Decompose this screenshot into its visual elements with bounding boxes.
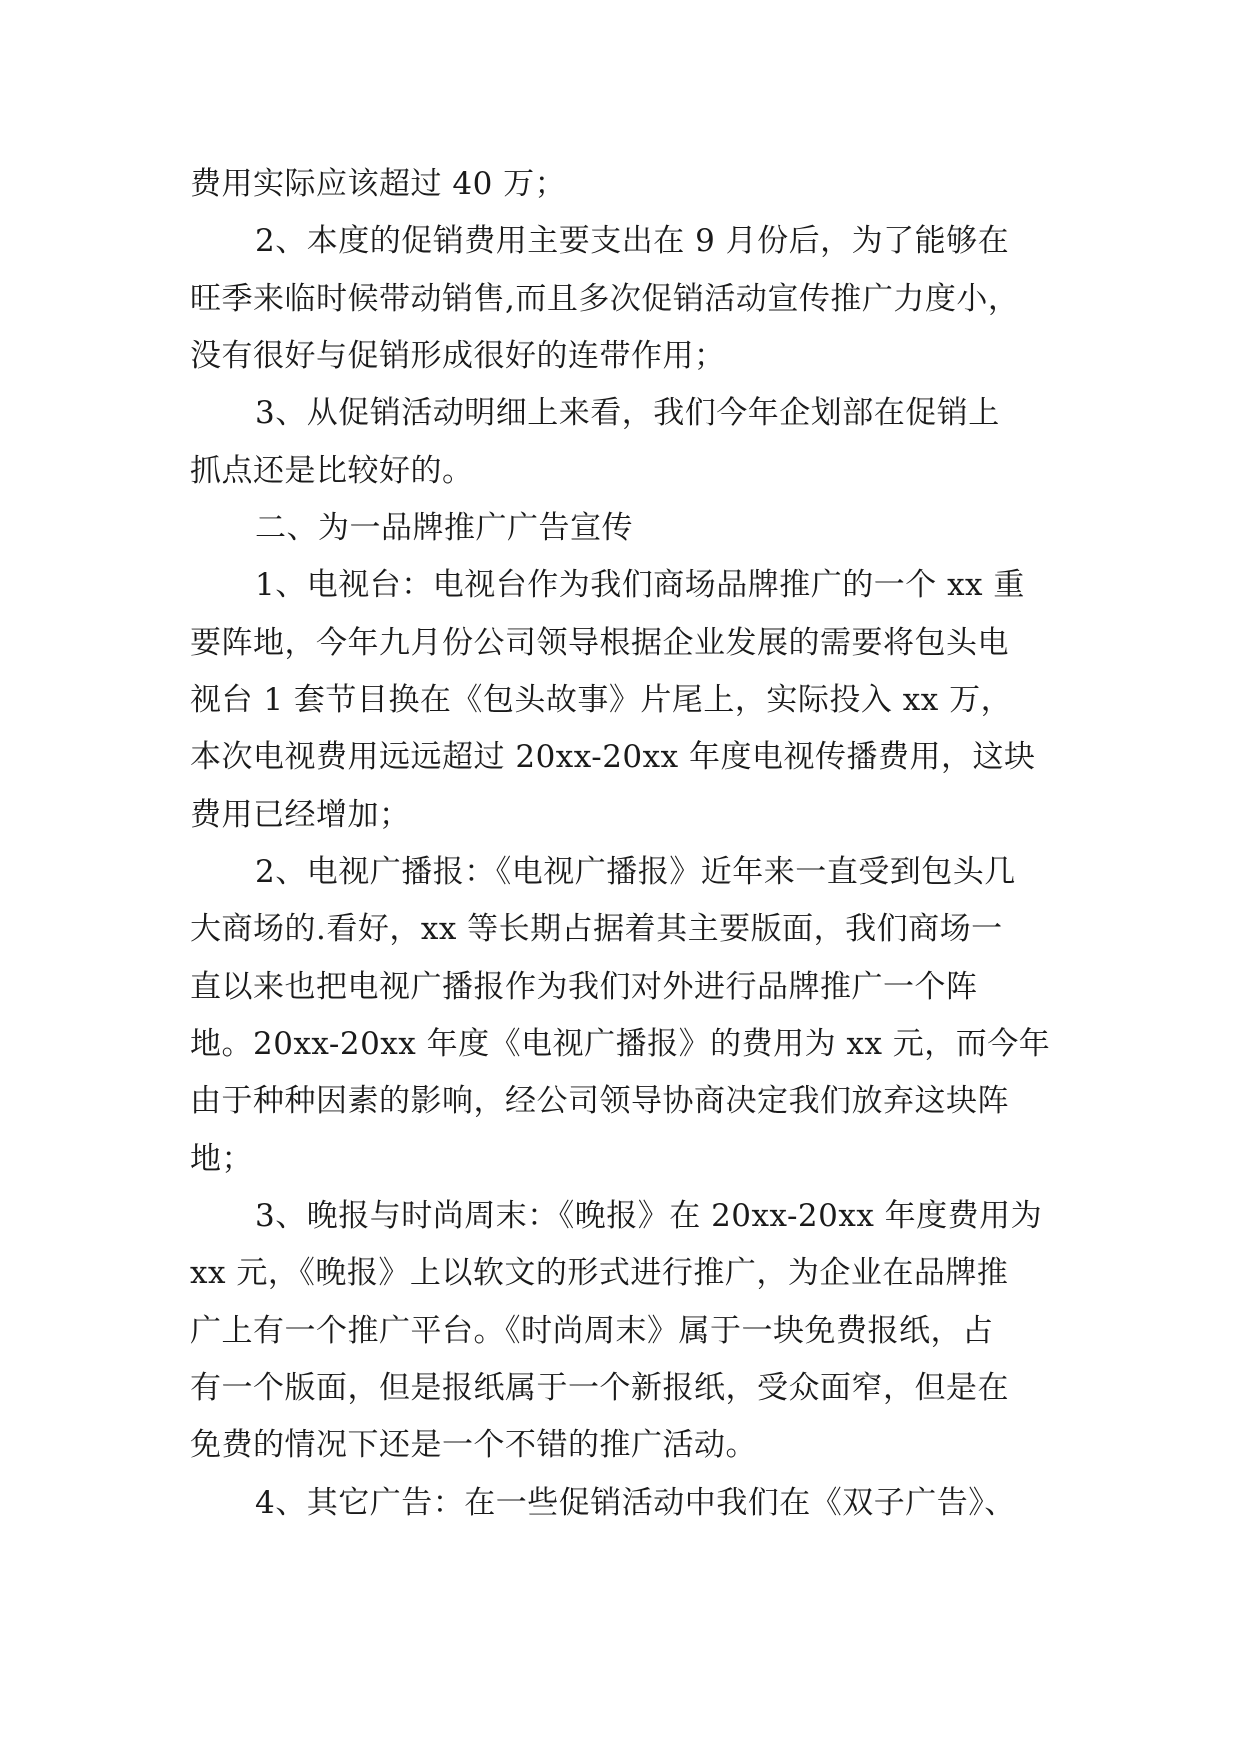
text-line: 4、其它广告：在一些促销活动中我们在《双子广告》、: [255, 1485, 1016, 1521]
text-line: 地；: [190, 1141, 253, 1177]
text-line: 1、电视台：电视台作为我们商场品牌推广的一个 xx 重: [255, 567, 1025, 603]
text-line: 2、电视广播报：《电视广播报》近年来一直受到包头几: [255, 854, 1016, 890]
text-line: xx 元，《晚报》上以软文的形式进行推广，为企业在品牌推: [190, 1255, 1009, 1291]
text-line: 旺季来临时候带动销售,而且多次促销活动宣传推广力度小，: [190, 281, 1020, 317]
text-line: 免费的情况下还是一个不错的推广活动。: [190, 1427, 757, 1463]
text-line: 费用已经增加；: [190, 797, 411, 833]
section-heading: 二、为一品牌推广广告宣传: [255, 510, 633, 546]
text-line: 没有很好与促销形成很好的连带作用；: [190, 338, 726, 374]
text-line: 有一个版面，但是报纸属于一个新报纸，受众面窄，但是在: [190, 1370, 1009, 1406]
text-line: 费用实际应该超过 40 万；: [190, 166, 567, 202]
text-line: 大商场的.看好，xx 等长期占据着其主要版面，我们商场一: [190, 911, 1003, 947]
text-line: 3、晚报与时尚周末：《晚报》在 20xx-20xx 年度费用为: [255, 1198, 1043, 1234]
text-line: 本次电视费用远远超过 20xx-20xx 年度电视传播费用，这块: [190, 739, 1036, 775]
text-line: 视台 1 套节目换在《包头故事》片尾上，实际投入 xx 万，: [190, 682, 1013, 718]
text-line: 2、本度的促销费用主要支出在 9 月份后，为了能够在: [255, 223, 1010, 259]
text-line: 要阵地，今年九月份公司领导根据企业发展的需要将包头电: [190, 625, 1009, 661]
text-line: 广上有一个推广平台。《时尚周末》属于一块免费报纸，占: [190, 1313, 994, 1349]
text-line: 地。20xx-20xx 年度《电视广播报》的费用为 xx 元，而今年: [190, 1026, 1051, 1062]
text-line: 3、从促销活动明细上来看，我们今年企划部在促销上: [255, 395, 1000, 431]
text-line: 直以来也把电视广播报作为我们对外进行品牌推广一个阵: [190, 969, 978, 1005]
text-line: 由于种种因素的影响，经公司领导协商决定我们放弃这块阵: [190, 1083, 1009, 1119]
text-line: 抓点还是比较好的。: [190, 453, 474, 489]
